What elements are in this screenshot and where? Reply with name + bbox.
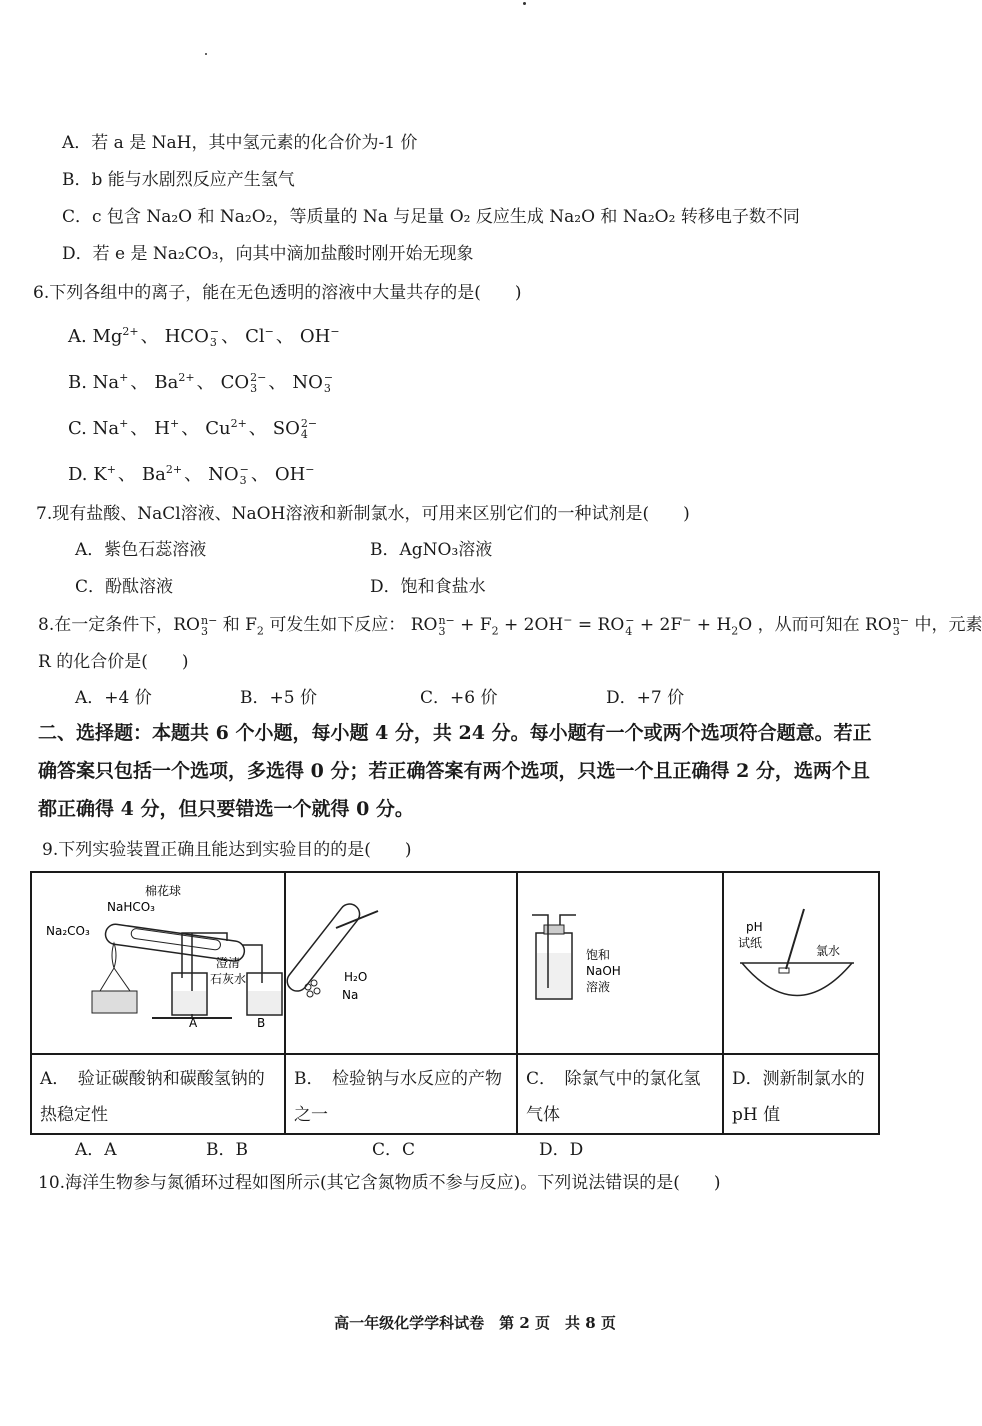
q8-stem: 8.在一定条件下，RO n− 3 和 $F_2$ 可发生如下反应： RO n− 3 + $F_2 + 2OH^-$ = RO − 4 + $2F^- + H_2O$ ，从而可知在 RO n− 3 中，元素	[38, 613, 982, 638]
label-nahco3: NaHCO₃	[107, 900, 155, 914]
label-saturated: 饱和	[586, 948, 611, 962]
scan-speck	[205, 53, 207, 55]
q7-option-d: D．饱和食盐水	[370, 577, 486, 597]
q5-option-a: A．若 a 是 NaH，其中氢元素的化合价为-1 价	[62, 133, 418, 153]
label-tube-a: A	[189, 1016, 198, 1030]
q5-option-b: B．b 能与水剧烈反应产生氢气	[62, 170, 295, 190]
label-na2co3: Na₂CO₃	[46, 924, 90, 938]
label-limewater-2: 石灰水	[210, 972, 247, 986]
caption-c: C． 除氯气中的氯化氢气体	[517, 1054, 723, 1134]
caption-b: B． 检验钠与水反应的产物之一	[285, 1054, 517, 1134]
label-h2o: H₂O	[344, 970, 368, 984]
caption-a: A． 验证碳酸钠和碳酸氢钠的热稳定性	[31, 1054, 285, 1134]
q6-option-d: D. K+ 、 $Ba^{2+}$ 、 NO − 3 、 OH−	[68, 463, 315, 487]
apparatus-a-cell	[31, 872, 285, 1054]
q10-stem: 10.海洋生物参与氮循环过程如图所示(其它含氮物质不参与反应)。下列说法错误的是( )	[38, 1173, 721, 1193]
section2-line1: 二、选择题：本题共 6 个小题，每小题 4 分，共 24 分。每小题有一个或两个选项符合题意。若正	[38, 722, 872, 744]
label-naoh: NaOH	[586, 964, 621, 978]
q7-option-c: C．酚酞溶液	[75, 577, 174, 597]
q7-stem: 7.现有盐酸、NaCl溶液、NaOH溶液和新制氯水，可用来区别它们的一种试剂是( )	[36, 504, 690, 524]
q8-option-c: C．+6 价	[420, 688, 498, 708]
q9-answer-b: B．B	[206, 1140, 248, 1160]
apparatus-c-cell	[517, 872, 723, 1054]
q5-option-d: D．若 e 是 Na₂CO₃，向其中滴加盐酸时刚开始无现象	[62, 244, 474, 264]
scan-speck	[523, 2, 526, 5]
label-tube-b: B	[257, 1016, 266, 1030]
q9-answer-d: D．D	[539, 1140, 584, 1160]
thermal-stability-apparatus-diagram	[32, 873, 286, 1049]
q8-option-b: B．+5 价	[240, 688, 317, 708]
q7-option-b: B．AgNO₃溶液	[370, 540, 493, 560]
q9-answer-a: A．A	[75, 1140, 117, 1160]
q6-option-c: C. Na+ 、 H+ 、 $Cu^{2+}$ 、 SO 2− 4	[68, 417, 318, 441]
apparatus-d-cell	[723, 872, 879, 1054]
q6-stem: 6.下列各组中的离子，能在无色透明的溶液中大量共存的是( )	[33, 283, 522, 303]
section2-line2: 确答案只包括一个选项，多选得 0 分；若正确答案有两个选项，只选一个且正确得 2 分，选两个且	[38, 760, 870, 782]
q9-apparatus-table	[30, 871, 880, 1135]
apparatus-b-cell	[285, 872, 517, 1054]
section2-line3: 都正确得 4 分，但只要错选一个就得 0 分。	[38, 798, 414, 820]
sodium-water-test-tube-diagram	[286, 873, 518, 1049]
label-chlorine-water: 氯水	[816, 944, 841, 958]
ph-test-dish-diagram	[724, 873, 880, 1049]
label-cotton: 棉花球	[145, 884, 182, 898]
label-limewater-1: 澄清	[216, 956, 241, 970]
label-solution: 溶液	[586, 980, 611, 994]
q6-option-a: A. $Mg^{2+}$ 、 HCO − 3 、 Cl− 、 OH−	[68, 325, 340, 349]
label-na: Na	[342, 988, 359, 1002]
q9-answer-c: C．C	[372, 1140, 416, 1160]
q8-option-d: D．+7 价	[606, 688, 685, 708]
q9-stem: 9.下列实验装置正确且能达到实验目的的是( )	[42, 840, 412, 860]
page-footer: 高一年级化学学科试卷 第 2 页 共 8 页	[334, 1314, 616, 1332]
label-ph: pH	[746, 920, 763, 934]
q6-option-b: B. Na+ 、 $Ba^{2+}$ 、 CO 2− 3 、 NO − 3	[68, 371, 334, 395]
q7-option-a: A．紫色石蕊溶液	[75, 540, 207, 560]
q8-option-a: A．+4 价	[75, 688, 152, 708]
caption-d: D．测新制氯水的 pH 值	[723, 1054, 879, 1134]
q5-option-c: C．c 包含 Na₂O 和 Na₂O₂，等质量的 Na 与足量 O₂ 反应生成 Na₂O 和 Na₂O₂ 转移电子数不同	[62, 207, 800, 227]
label-test-paper: 试纸	[738, 936, 763, 950]
gas-washing-bottle-diagram	[518, 873, 724, 1049]
q8-stem-line2: R 的化合价是( )	[38, 652, 189, 672]
